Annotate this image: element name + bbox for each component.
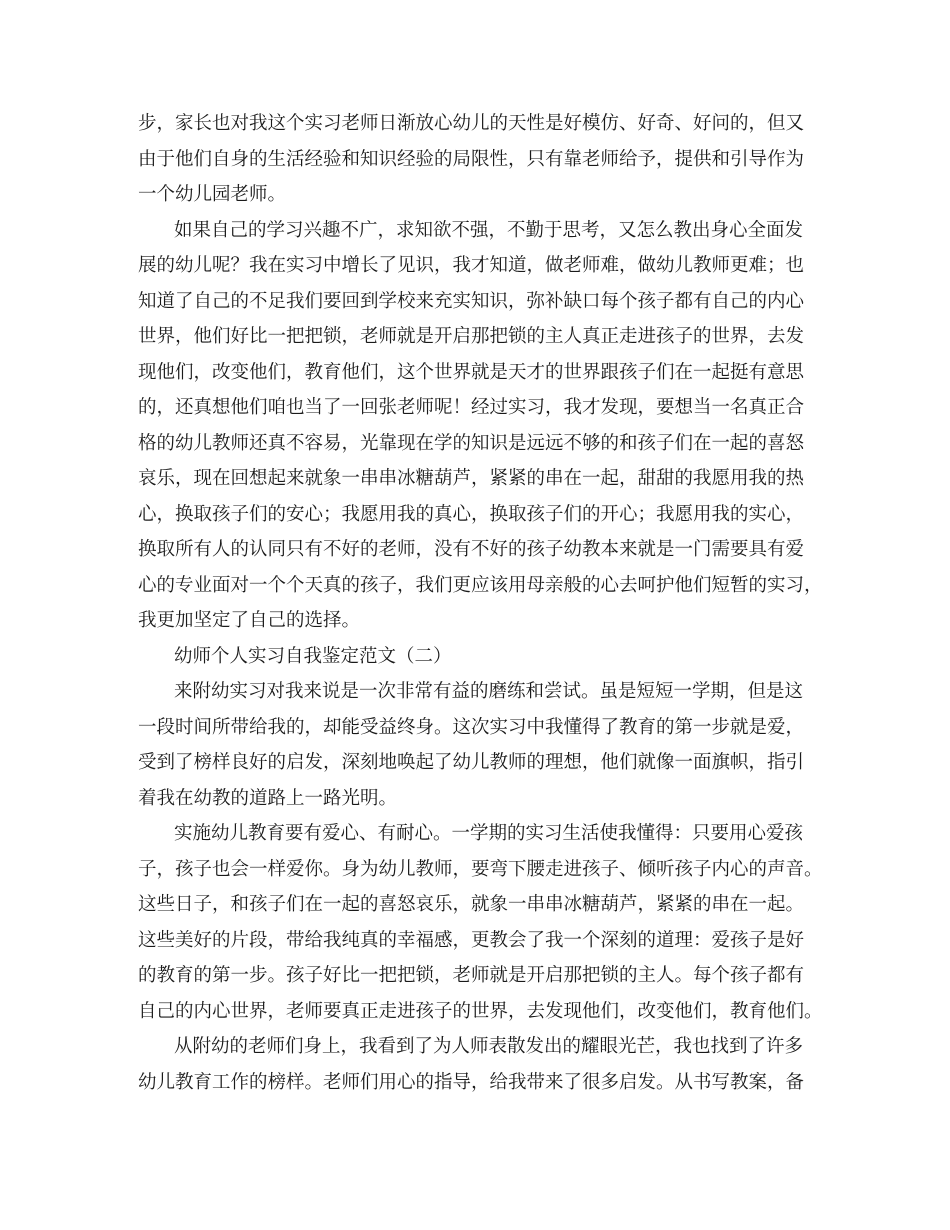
text-line: 由于他们自身的生活经验和知识经验的局限性，只有靠老师给予，提供和引导作为 (138, 148, 805, 170)
text-line: 子，孩子也会一样爱你。身为幼儿教师，要弯下腰走进孩子、倾听孩子内心的声音。 (138, 858, 823, 880)
text-line: 一个幼儿园老师。 (138, 184, 287, 205)
paragraph-start-line: 来附幼实习对我来说是一次非常有益的磨练和尝试。虽是短短一学期，但是这 (174, 681, 804, 702)
paragraph-start-line: 如果自己的学习兴趣不广，求知欲不强，不勤于思考，又怎么教出身心全面发 (174, 219, 804, 241)
text-line: 心，换取孩子们的安心；我愿用我的真心，换取孩子们的开心；我愿用我的实心， (138, 503, 805, 525)
text-line: 格的幼儿教师还真不容易，光靠现在学的知识是远远不够的和孩子们在一起的喜怒 (138, 432, 805, 454)
text-line: 知道了自己的不足我们要回到学校来充实知识，弥补缺口每个孩子都有自己的内心 (138, 290, 805, 312)
text-line: 现他们，改变他们，教育他们，这个世界就是天才的世界跟孩子们在一起挺有意思 (138, 361, 805, 383)
text-line: 换取所有人的认同只有不好的老师，没有不好的孩子幼教本来就是一门需要具有爱 (138, 539, 805, 560)
paragraph-start-line: 从附幼的老师们身上，我看到了为人师表散发出的耀眼光芒，我也找到了许多 (174, 1036, 804, 1057)
section-heading: 幼师个人实习自我鉴定范文（二） (174, 645, 452, 667)
text-line: 这些日子，和孩子们在一起的喜怒哀乐，就象一串串冰糖葫芦，紧紧的串在一起。 (138, 894, 805, 915)
paragraph-start-line: 实施幼儿教育要有爱心、有耐心。一学期的实习生活使我懂得：只要用心爱孩 (174, 823, 804, 844)
text-line: 受到了榜样良好的启发，深刻地唤起了幼儿教师的理想，他们就像一面旗帜，指引 (138, 752, 805, 773)
text-line: 心的专业面对一个个天真的孩子，我们更应该用母亲般的心去呵护他们短暂的实习， (138, 574, 823, 596)
text-line: 自己的内心世界，老师要真正走进孩子的世界，去发现他们，改变他们，教育他们。 (138, 1000, 823, 1022)
text-line: 的教育的第一步。孩子好比一把把锁，老师就是开启那把锁的主人。每个孩子都有 (138, 965, 805, 986)
text-line: 幼儿教育工作的榜样。老师们用心的指导，给我带来了很多启发。从书写教案，备 (138, 1071, 805, 1093)
text-line: 步，家长也对我这个实习老师日渐放心幼儿的天性是好模仿、好奇、好问的，但又 (138, 113, 805, 134)
text-line: 的，还真想他们咱也当了一回张老师呢！经过实习，我才发现，要想当一名真正合 (138, 397, 805, 418)
text-line: 我更加坚定了自己的选择。 (138, 610, 361, 631)
text-line: 一段时间所带给我的，却能受益终身。这次实习中我懂得了教育的第一步就是爱， (138, 716, 805, 738)
text-line: 这些美好的片段，带给我纯真的幸福感，更教会了我一个深刻的道理：爱孩子是好 (138, 929, 805, 951)
text-line: 哀乐，现在回想起来就象一串串冰糖葫芦，紧紧的串在一起，甜甜的我愿用我的热 (138, 468, 805, 489)
text-line: 世界，他们好比一把把锁，老师就是开启那把锁的主人真正走进孩子的世界，去发 (138, 326, 805, 347)
text-line: 展的幼儿呢？我在实习中增长了见识，我才知道，做老师难，做幼儿教师更难；也 (138, 255, 805, 276)
text-line: 着我在幼教的道路上一路光明。 (138, 787, 398, 809)
